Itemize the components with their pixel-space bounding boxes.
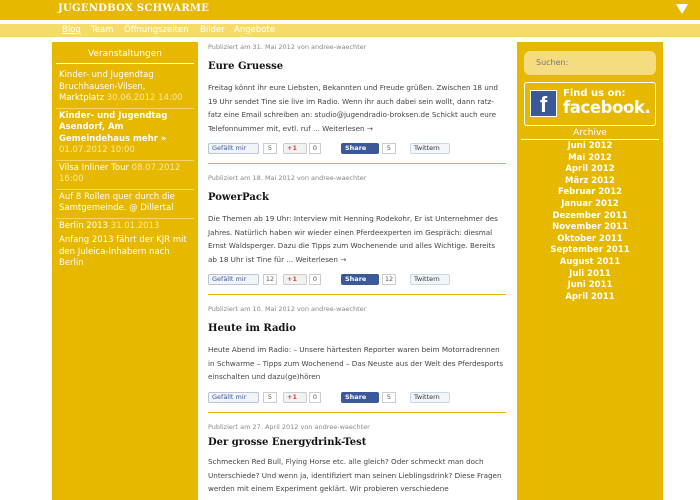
post-excerpt: Heute Abend im Radio: – Unsere härtesten Reporter waren beim Motorradrennen in Schwarme – Tipps zum Wochenend – Das Neuste aus der Welt des Pferdesports einschalten und dazu(ge)hören (208, 345, 504, 381)
nav-item-angebote[interactable]: Angebote (234, 25, 275, 35)
archive-link[interactable]: Januar 2012 (561, 198, 619, 209)
post-title[interactable]: Der grosse Energydrink-Test (208, 437, 367, 448)
share-count: 5 (382, 392, 396, 403)
plus-count: 0 (309, 274, 321, 285)
nav-item-team[interactable]: Team (91, 25, 114, 35)
divider (208, 163, 506, 164)
nav-item-oeffnungszeiten[interactable]: Öffnungszeiten (124, 25, 189, 35)
right-sidebar (517, 42, 663, 500)
plus-count: 0 (309, 392, 321, 403)
nav-item-blog[interactable]: Blog (62, 25, 81, 35)
search-input[interactable]: Suchen: (524, 51, 656, 75)
archive-link[interactable]: Mai 2012 (568, 152, 612, 163)
archive-list (517, 141, 663, 303)
nav-item-bilder[interactable]: Bilder (200, 25, 225, 35)
tweet-button[interactable]: Twittern (410, 143, 450, 154)
post (208, 305, 506, 413)
like-count: 5 (263, 143, 277, 154)
share-button[interactable]: Share (341, 274, 379, 285)
post-meta: Publiziert am 31. Mai 2012 von andree-waechter (208, 43, 367, 51)
archive-link[interactable]: Februar 2012 (557, 187, 623, 198)
archive-link[interactable]: Juni 2011 (567, 280, 613, 291)
divider (208, 294, 506, 295)
divider (208, 412, 506, 413)
archive-link[interactable]: Juni 2012 (567, 141, 613, 151)
tweet-button[interactable]: Twittern (410, 274, 450, 285)
archive-link[interactable]: April 2012 (565, 164, 615, 175)
archive-link[interactable]: Dezember 2011 (552, 210, 628, 221)
archive-link[interactable]: Juli 2011 (569, 268, 611, 279)
share-count: 12 (382, 274, 396, 285)
post-meta: Publiziert am 18. Mai 2012 von andree-waechter (208, 174, 367, 182)
left-sidebar (52, 42, 198, 500)
archive-link[interactable]: August 2011 (559, 256, 621, 267)
toggle-down-icon[interactable] (676, 4, 688, 14)
post-meta: Publiziert am 27. April 2012 von andree-waechter (208, 423, 370, 431)
share-button[interactable]: Share (341, 392, 379, 403)
social-bar (208, 392, 506, 404)
event-item[interactable]: Anfang 2013 fährt der KJR mit den Juleica-Inhabern nach Berlin (59, 235, 187, 268)
post-title[interactable]: PowerPack (208, 192, 269, 203)
post-title[interactable]: Heute im Radio (208, 323, 296, 334)
event-item[interactable]: Vilsa Inliner Tour 08.07.2012 16:00 (56, 161, 194, 190)
archive-link[interactable]: März 2012 (565, 175, 615, 186)
facebook-badge[interactable] (524, 82, 656, 126)
social-bar (208, 274, 506, 286)
top-bar (0, 0, 700, 20)
plus-one-button[interactable]: +1 (283, 392, 307, 403)
tweet-button[interactable]: Twittern (410, 392, 450, 403)
plus-one-button[interactable]: +1 (283, 274, 307, 285)
post (208, 174, 506, 295)
post-meta: Publiziert am 10. Mai 2012 von andree-waechter (208, 305, 367, 313)
event-item[interactable]: Berlin 2013 31.01.2013 (59, 220, 160, 231)
share-count: 5 (382, 143, 396, 154)
post-excerpt: Die Themen ab 19 Uhr: Interview mit Henning Rodekohr, Er ist Unternehmer des Jahres. Natürlich haben wir wieder einen Pferdeexperten im Gespräch: diesmal Ernst Waldsperger. Dazu die Tipps zum Wochenende und alles Wichtige. Bereits ab 18 Uhr ist Tine für ... Weiterlesen → (208, 214, 498, 264)
post (208, 423, 506, 496)
event-item[interactable]: Kinder- und Jugendtag Bruchhausen-Vilsen, Marktplatz 30.06.2012 14:00 (56, 68, 194, 109)
main-nav (0, 24, 700, 37)
archive-link[interactable]: April 2011 (565, 291, 615, 302)
like-button[interactable]: Gefällt mir (208, 143, 259, 154)
facebook-find-us: Find us on: (563, 88, 626, 99)
post-excerpt: Schmecken Red Bull, Flying Horse etc. alle gleich? Oder schmeckt man doch Unterschiede? Und wenn ja, identifiziert man seinen Lieblingsdrink? Diese Fragen werden mit einem Experiment geklärt. Wir probieren verschiedene (208, 457, 502, 493)
post-excerpt: Freitag könnt ihr eure Liebsten, Bekannten und Freude grüßen. Zwischen 18 und 19 Uhr sendet Tine sie live im Radio. Wenn ihr auch dabei sein wollt, dann ratz-fatz eine Email schreiben an: studio@jugendradio-broksen.de Schickt auch eure Telefonnummer mit, evtl. ruf ... Weiterlesen → (208, 83, 498, 133)
like-button[interactable]: Gefällt mir (208, 392, 259, 403)
share-button[interactable]: Share (341, 143, 379, 154)
like-count: 12 (263, 274, 277, 285)
post-title[interactable]: Eure Gruesse (208, 61, 284, 72)
events-heading: Veranstaltungen (87, 49, 163, 59)
like-count: 5 (263, 392, 277, 403)
site-title[interactable]: JUGENDBOX SCHWARME (58, 3, 210, 14)
post (208, 43, 506, 164)
like-button[interactable]: Gefällt mir (208, 274, 259, 285)
facebook-icon: f (530, 90, 557, 117)
archive-heading: Archive (573, 128, 607, 138)
archive-link[interactable]: Oktober 2011 (557, 233, 623, 244)
archive-link[interactable]: November 2011 (552, 222, 628, 233)
divider (56, 63, 194, 64)
divider (521, 139, 659, 140)
event-item[interactable]: Auf 8 Rollen quer durch die Samtgemeinde. @ Dillertal (56, 190, 194, 219)
social-bar (208, 143, 506, 155)
plus-count: 0 (309, 143, 321, 154)
plus-one-button[interactable]: +1 (283, 143, 307, 154)
archive-link[interactable]: September 2011 (550, 245, 630, 256)
event-item[interactable]: Kinder- und Jugendtag Asendorf, Am Gemeindehaus mehr » 01.07.2012 10:00 (56, 109, 194, 161)
facebook-wordmark: facebook. (563, 98, 651, 117)
